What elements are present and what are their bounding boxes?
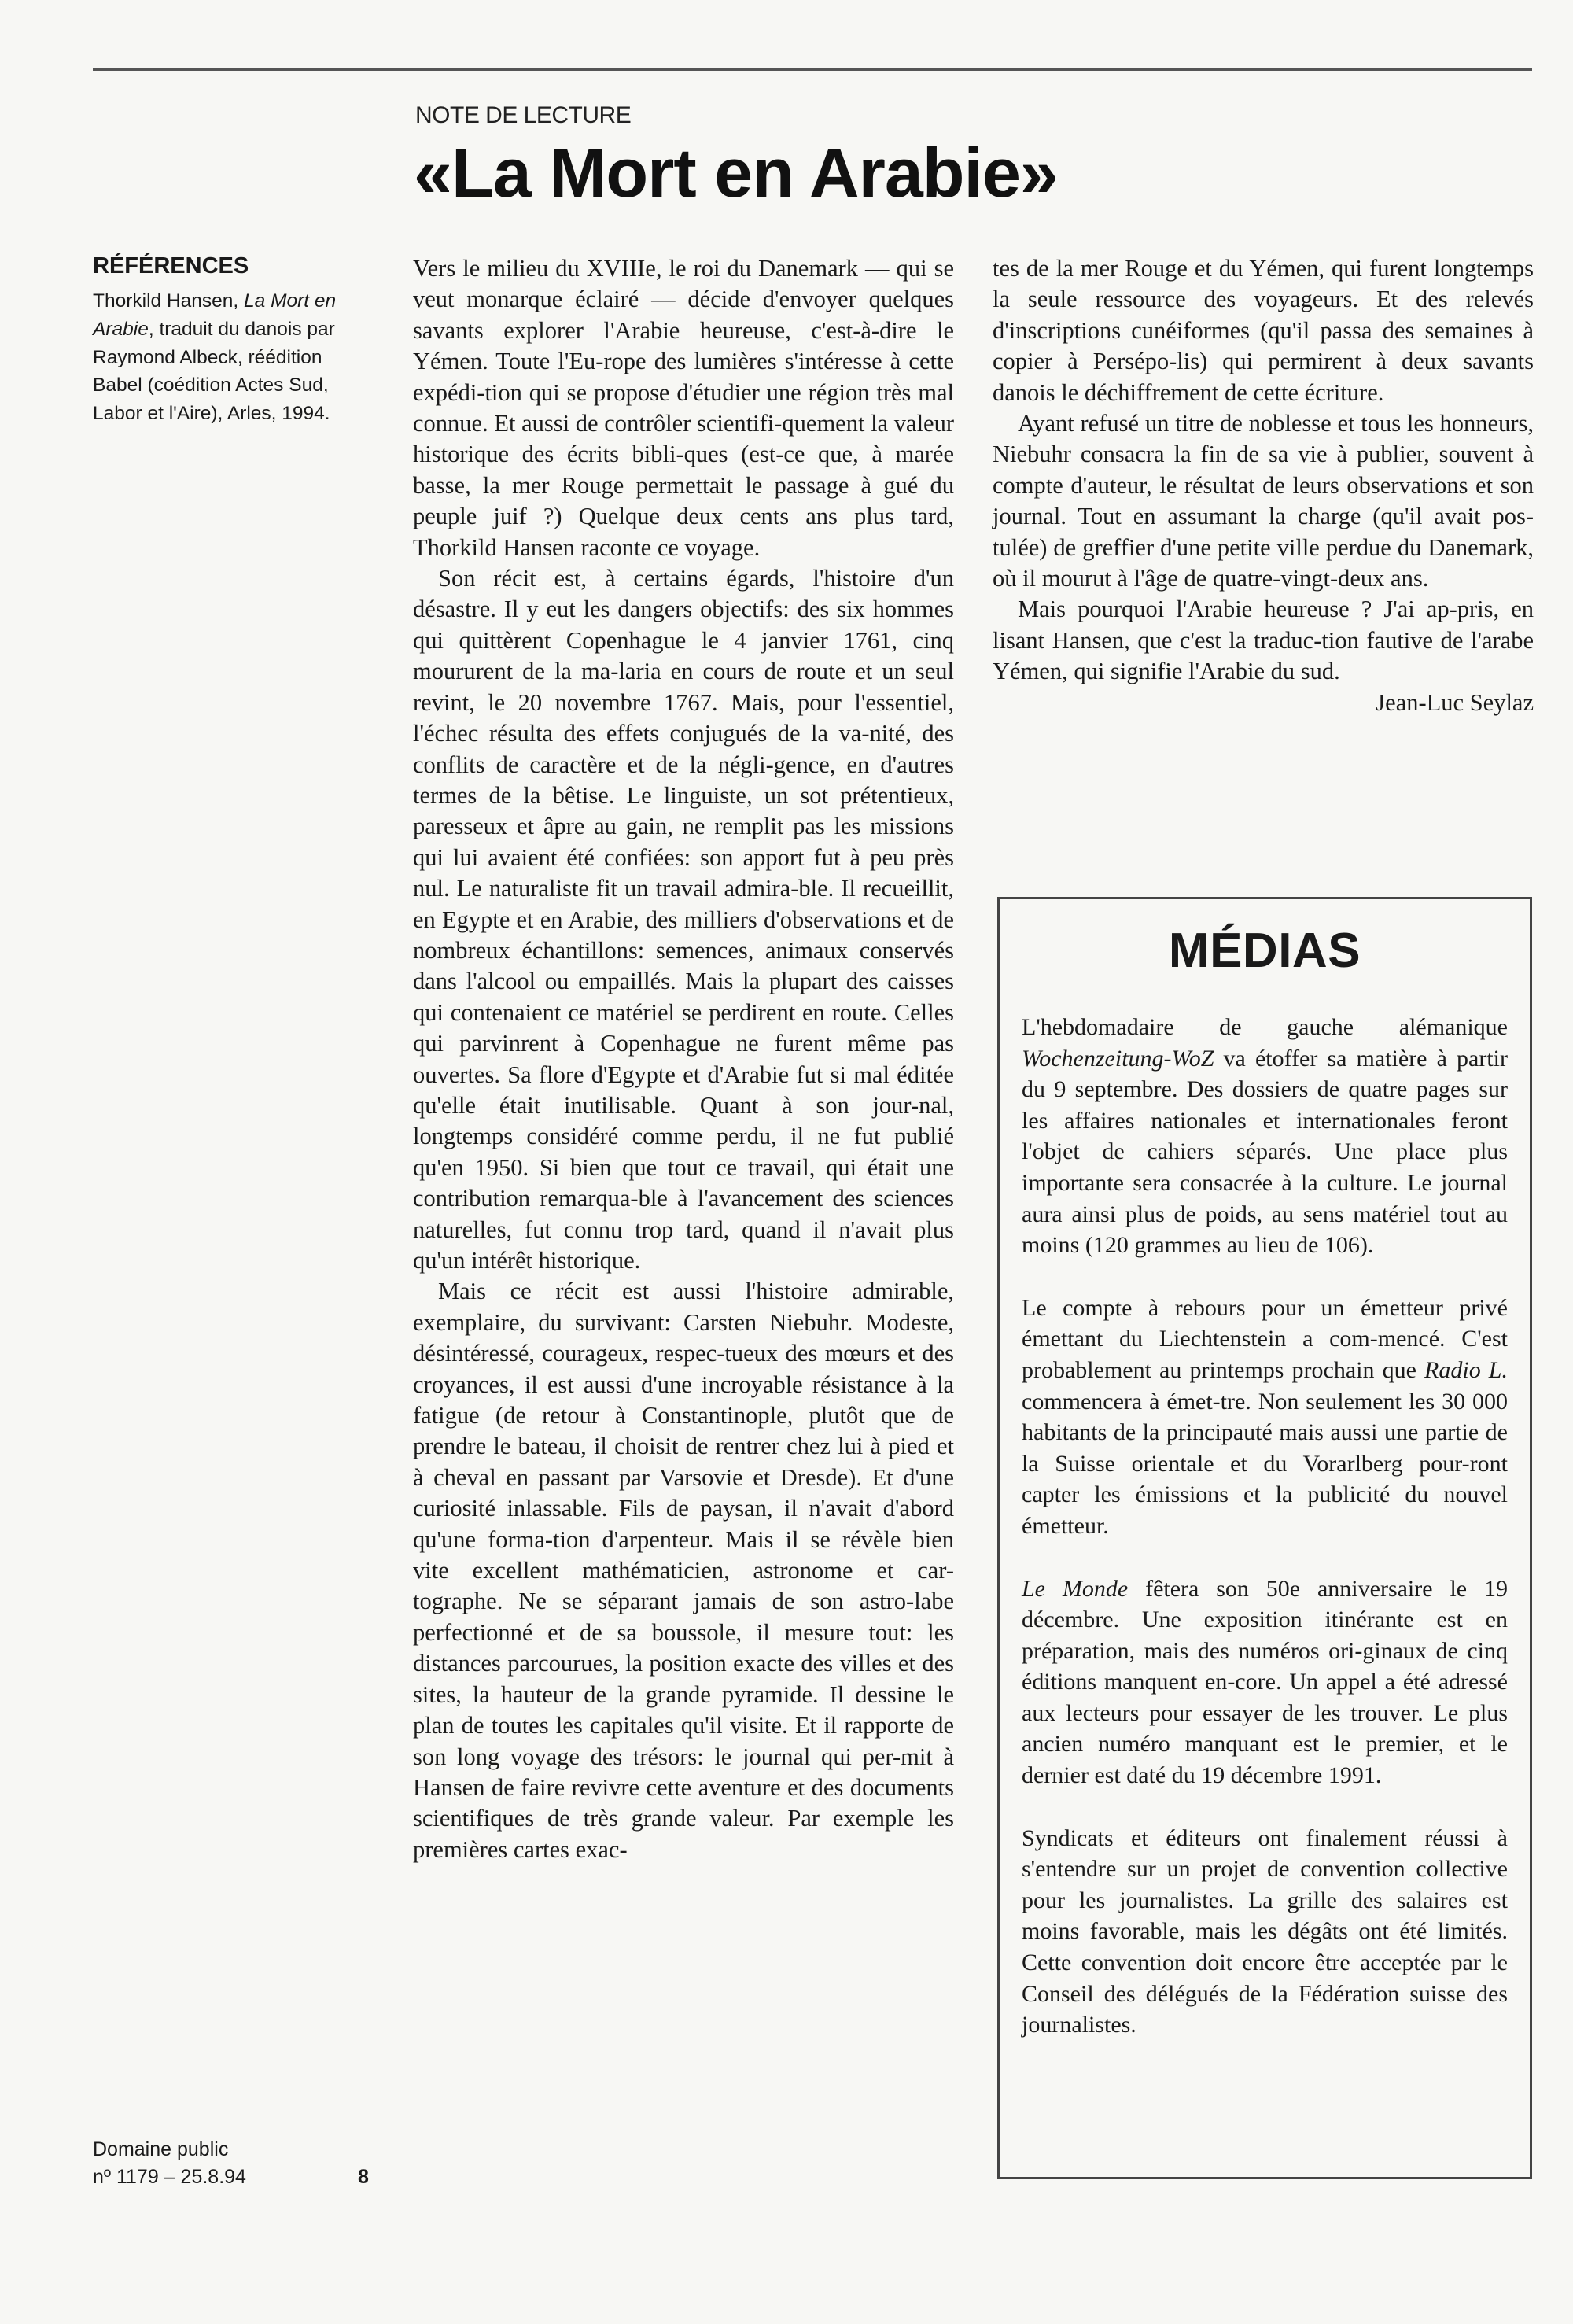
article-paragraph: Vers le milieu du XVIIIe, le roi du Danemark — qui se veut monarque éclairé — décide d'envoyer quelques savants explorer l'Arabie heureuse, c'est-à-dire le Yémen. Toute l'Eu-rope des lumières s'intéresse à cette expédi-tion qui se propose d'étudier une région très mal connue. Et aussi de contrôler scientifi-quement la valeur historique des écrits bibli-ques (est-ce que, à marée basse, la mer Rouge permettait le passage à gué du peuple juif ?) Quelque deux cents ans plus tard, Thorkild Hansen raconte ce voyage.	[413, 255, 954, 561]
medias-text: commencera à émet-tre. Non seulement les 30 000 habitants de la principauté mais aussi une partie de la Suisse orientale et du Vorarlberg pour-ront capter les émissions et la publicité du nouvel émetteur.	[1022, 1388, 1508, 1539]
medias-text: L'hebdomadaire de gauche alémanique	[1022, 1014, 1508, 1040]
section-kicker: NOTE DE LECTURE	[415, 102, 632, 128]
medias-title: MÉDIAS	[1168, 924, 1361, 978]
references-title: RÉFÉRENCES	[93, 253, 249, 279]
article-paragraph: Ayant refusé un titre de noblesse et tous les honneurs, Niebuhr consacra la fin de sa vie à publier, souvent à compte d'auteur, le résultat de leurs observations et son journal. Tout en assumant la charge (qu'il avait pos-tulée) de greffier d'une petite ville perdue du Danemark, où il mourut à l'âge de quatre-vingt-deux ans.	[993, 410, 1534, 592]
author-signature: Jean-Luc Seylaz	[1376, 688, 1534, 716]
references-sidebar	[93, 253, 360, 428]
medias-text: va étoffer sa matière à partir du 9 septembre. Des dossiers de quatre pages sur les affaires nationales et internationales feront l'objet de cahiers séparés. Une place plus importante sera consacrée à la culture. Le journal aura ainsi plus de poids, au sens matériel tout au moins (120 grammes au lieu de 106).	[1022, 1045, 1508, 1259]
issue-number: nº 1179 – 25.8.94	[93, 2166, 246, 2188]
footer	[93, 2136, 246, 2191]
article-paragraph: Son récit est, à certains égards, l'histoire d'un désastre. Il y eut les dangers objectifs: des six hommes qui quittèrent Copenhague le 4 janvier 1761, cinq moururent de la ma-laria en cours de route et un seul revint, le 20 novembre 1767. Mais, pour l'essentiel, l'échec résulta des effets conjugués de la va-nité, des conflits de caractère et de la négli-gence, en d'autres termes de la bêtise. Le linguiste, un sot prétentieux, paresseux et âpre au gain, ne remplit pas les missions qui lui avaient été confiées: son apport fut à peu près nul. Le naturaliste fit un travail admira-ble. Il recueillit, en Egypte et en Arabie, des milliers d'observations et de nombreux échantillons: semences, animaux conservés dans l'alcool ou empaillés. Mais la plupart des caisses qui contenaient ce matériel se perdirent en route. Celles qui parvinrent à Copenhague ne furent même pas ouvertes. Sa flore d'Egypte et d'Arabie fut si mal éditée qu'elle était inutilisable. Quant à son jour-nal, longtemps considéré comme perdu, il ne fut publié qu'en 1950. Si bien que tout ce travail, qui était une contribution remarqua-ble à l'avancement des sciences naturelles, fut connu trop tard, quand il n'avait plus qu'un intérêt historique.	[413, 565, 954, 1274]
medias-item	[1022, 1012, 1508, 1261]
article-headline: «La Mort en Arabie»	[414, 134, 1058, 212]
article-paragraph: Mais ce récit est aussi l'histoire admirable, exemplaire, du survivant: Carsten Niebuhr. Modeste, désintéressé, courageux, respec-tueux des mœurs et des croyances, il est aussi d'une incroyable résistance à la fatigue (de retour à Constantinople, plutôt que de prendre le bateau, il choisit de rentrer chez lui à pied et à cheval en passant par Varsovie et Dresde). Et d'une curiosité inlassable. Fils de paysan, il n'avait d'abord qu'une forma-tion d'arpenteur. Mais il se révèle bien vite excellent mathématicien, astronome et car-tographe. Ne se séparant jamais de son astro-labe perfectionné et de sa boussole, il mesure tout: les distances parcourues, la position exacte des villes et des sites, la hauteur de la grande pyramide. Il dessine le plan de toutes les capitales qu'il visite. Et il rapporte de son long voyage des trésors: le journal qui per-mit à Hansen de faire revivre cette aventure et des documents scientifiques de très grande valeur. Par exemple les premières cartes exac-	[413, 1278, 954, 1863]
article-column-2	[993, 253, 1534, 718]
medias-publication-name: Radio L.	[1424, 1356, 1508, 1383]
medias-box	[997, 897, 1532, 2179]
top-rule	[93, 68, 1532, 71]
article-column-1	[413, 253, 954, 1865]
medias-text: fêtera son 50e anniversaire le 19 décembre. Une exposition itinérante est en préparation, mais des numéros ori-ginaux de cinq éditions manquent en-core. Un appel a été adressé aux lecteurs pour essayer de les trouver. Le plus ancien numéro manquant est le premier, et le dernier est daté du 19 décembre 1991.	[1022, 1575, 1508, 1789]
references-details: , traduit du danois par Raymond Albeck, réédition Babel (coédition Actes Sud, Labor et l'Aire), Arles, 1994.	[93, 318, 335, 425]
medias-item	[1022, 1293, 1508, 1542]
article-paragraph: tes de la mer Rouge et du Yémen, qui furent longtemps la seule ressource des voyageurs. Et des relevés d'inscriptions cunéiformes (qu'il passa des semaines à copier à Persépo-lis) qui permirent à deux savants danois le déchiffrement de cette écriture.	[993, 255, 1534, 406]
medias-publication-name: Wochenzeitung-WoZ	[1022, 1045, 1214, 1072]
article-paragraph: Mais pourquoi l'Arabie heureuse ? J'ai ap-pris, en lisant Hansen, que c'est la traduc-tion fautive de l'arabe Yémen, qui signifie l'Arabie du sud.	[993, 596, 1534, 685]
page-number: 8	[358, 2166, 369, 2188]
publication-name: Domaine public	[93, 2138, 229, 2160]
medias-text: Le compte à rebours pour un émetteur privé émettant du Liechtenstein a com-mencé. C'est probablement au printemps prochain que	[1022, 1294, 1508, 1383]
medias-publication-name: Le Monde	[1022, 1575, 1129, 1602]
references-author: Thorkild Hansen,	[93, 290, 245, 312]
medias-item	[1022, 1573, 1508, 1791]
references-book-title: La Mort en Arabie	[93, 290, 337, 340]
medias-item: Syndicats et éditeurs ont finalement réussi à s'entendre sur un projet de convention collective pour les journalistes. La grille des salaires est moins favorable, mais les dégâts ont été limités. Cette convention doit encore être acceptée par le Conseil des délégués de la Fédération suisse des journalistes.	[1022, 1824, 1508, 2038]
references-body	[93, 287, 360, 428]
